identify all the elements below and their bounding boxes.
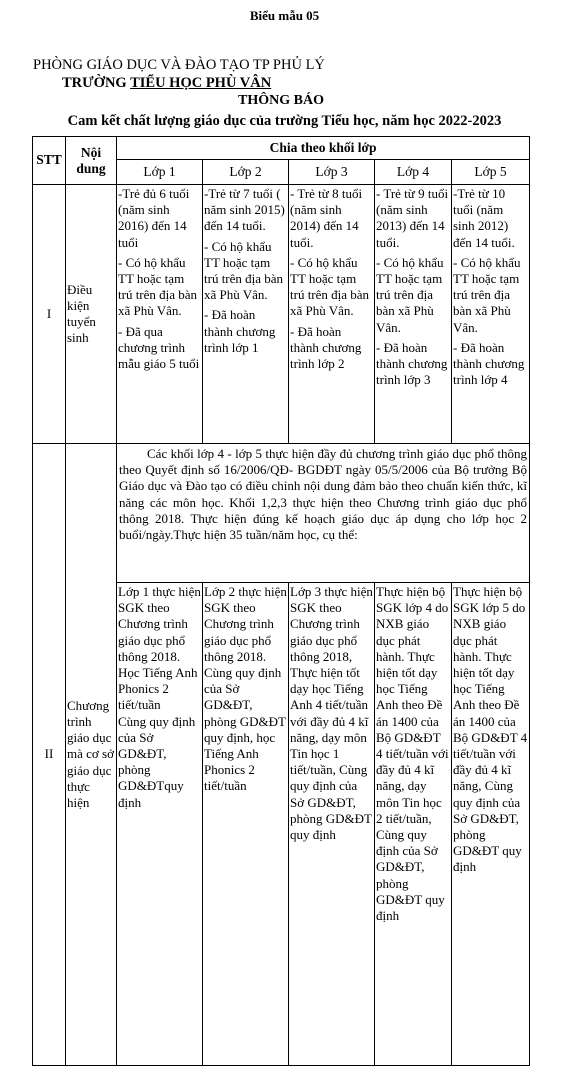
- cell-text: - Đã hoàn thành chương trình lớp 1: [204, 307, 276, 355]
- cell-text: - Đã hoàn thành chương trình lớp 3: [376, 339, 448, 388]
- table-row: [33, 444, 530, 583]
- cell-text: - Đã qua chương trình mẫu giáo 5 tuổi: [118, 323, 200, 372]
- cell-grade-5: [452, 185, 530, 444]
- header-grade-5: Lớp 5: [452, 160, 530, 185]
- table-row: [33, 185, 530, 444]
- header-grade-4: Lớp 4: [375, 160, 452, 185]
- cell-grade-3: [289, 583, 375, 1066]
- cell-text: Lớp 3 thực hiện SGK theo Chương trình giáo dục phổ thông 2018, Thực hiện tốt dạy học Tiếng Anh 4 tiết/tuần với đầy đủ 4 kĩ năng, dạy môn Tin học 1 tiết/tuần, Cùng quy định của Sở GD&ĐT, phòng GD&ĐT quy định: [290, 584, 373, 843]
- row-stt: I: [33, 185, 66, 444]
- cell-text: - Có hộ khẩu TT hoặc tạm trú trên địa bàn xã Phù Vân.: [118, 254, 198, 319]
- cell-grade-2: [203, 185, 289, 444]
- school-name: [62, 75, 271, 92]
- cell-grade-4: [375, 583, 452, 1066]
- cell-text: Lớp 1 thực hiện SGK theo Chương trình giáo dục phổ thông 2018. Học Tiếng Anh Phonics 2 tiết/tuần: [118, 584, 201, 713]
- cell-text: -Trẻ từ 10 tuổi (năm sinh 2012) đến 14 tuổi.: [453, 186, 515, 250]
- cell-grade-4: [375, 185, 452, 444]
- cell-text: - Có hộ khẩu TT hoặc tạm trú trên địa bàn xã Phù Vân.: [204, 238, 284, 303]
- cell-text: Thực hiện bộ SGK lớp 5 do NXB giáo dục phát hành. Thực hiện tốt dạy học Tiếng Anh theo Đề án 1400 của Bộ GD&ĐT 4 tiết/tuần với đầy đủ 4 kĩ năng, Cùng quy định của Sở GD&ĐT, phòng GD&ĐT quy định: [453, 584, 528, 875]
- commitment-table: [32, 136, 530, 1066]
- cell-text: - Có hộ khẩu TT hoặc tạm trú trên địa bàn xã Phù Vân.: [453, 254, 521, 335]
- cell-text: - Có hộ khẩu TT hoặc tạm trú trên địa bàn xã Phù Vân.: [290, 254, 370, 319]
- cell-text: - Trẻ từ 9 tuổi (năm sinh 2013) đến 14 tuổi.: [376, 186, 449, 250]
- notice-title: THÔNG BÁO: [238, 93, 324, 108]
- row-category: Chương trình giáo dục mà cơ sở giáo dục thực hiện: [66, 444, 117, 1066]
- header-stt: STT: [33, 137, 66, 185]
- program-description: Các khối lớp 4 - lớp 5 thực hiện đầy đủ chương trình giáo dục phổ thông theo Quyết định số 16/2006/QĐ- BGDĐT ngày 05/5/2006 của Bộ trưởng Bộ Giáo dục và Đào tạo có điều chỉnh nội dung đảm bảo theo chuẩn kiến thức, kĩ năng các môn học. Khối 1,2,3 thực hiện theo Chương trình giáo dục phổ thông 2018. Thực hiện đúng kế hoạch giáo dục áp dụng cho lớp học 2 buổi/ngày.Thực hiện 35 tuần/năm học, cụ thể:: [117, 444, 530, 583]
- cell-grade-3: [289, 185, 375, 444]
- department-name: PHÒNG GIÁO DỤC VÀ ĐÀO TẠO TP PHỦ LÝ: [33, 57, 325, 73]
- header-content: Nội dung: [66, 137, 117, 185]
- header-grade-1: Lớp 1: [117, 160, 203, 185]
- cell-grade-5: [452, 583, 530, 1066]
- cell-grade-1: [117, 185, 203, 444]
- header-grade-3: Lớp 3: [289, 160, 375, 185]
- school-name-underlined: TIỂU HỌC PHÙ VÂN: [130, 75, 272, 91]
- row-stt: II: [33, 444, 66, 1066]
- row-category: Điều kiện tuyển sinh: [66, 185, 117, 444]
- cell-text: - Trẻ từ 8 tuổi (năm sinh 2014) đến 14 tuổi.: [290, 186, 363, 250]
- cell-text: - Đã hoàn thành chương trình lớp 4: [453, 339, 525, 388]
- form-number: Biểu mẫu 05: [249, 8, 320, 23]
- document-subtitle: Cam kết chất lượng giáo dục của trường Tiểu học, năm học 2022-2023: [67, 113, 502, 129]
- header-grade-group: Chia theo khối lớp: [117, 137, 530, 160]
- cell-grade-2: [203, 583, 289, 1066]
- cell-text: -Trẻ đủ 6 tuổi (năm sinh 2016) đến 14 tuổi: [118, 186, 190, 250]
- cell-text: Lớp 2 thực hiện SGK theo Chương trình giáo dục phổ thông 2018. Cùng quy định của Sở GD&ĐT, phòng GD&ĐT quy định, học Tiếng Anh Phonics 2 tiết/tuần: [204, 584, 287, 794]
- school-prefix: TRƯỜNG: [62, 75, 131, 91]
- cell-text: - Có hộ khẩu TT hoặc tạm trú trên địa bàn xã Phù Vân.: [376, 254, 444, 335]
- cell-grade-1: [117, 583, 203, 1066]
- cell-text: Cùng quy định của Sở GD&ĐT, phòng GD&ĐTquy định: [118, 713, 196, 810]
- cell-text: Thực hiện bộ SGK lớp 4 do NXB giáo dục phát hành. Thực hiện tốt dạy học Tiếng Anh theo Đề án 1400 của Bộ GD&ĐT 4 tiết/tuần với đầy đủ 4 kĩ năng, dạy môn Tin học 2 tiết/tuần, Cùng quy định của Sở GD&ĐT, phòng GD&ĐT quy định: [376, 584, 449, 924]
- header-grade-2: Lớp 2: [203, 160, 289, 185]
- cell-text: - Đã hoàn thành chương trình lớp 2: [290, 323, 362, 372]
- cell-text: -Trẻ từ 7 tuổi ( năm sinh 2015) đến 14 tuổi.: [204, 186, 285, 234]
